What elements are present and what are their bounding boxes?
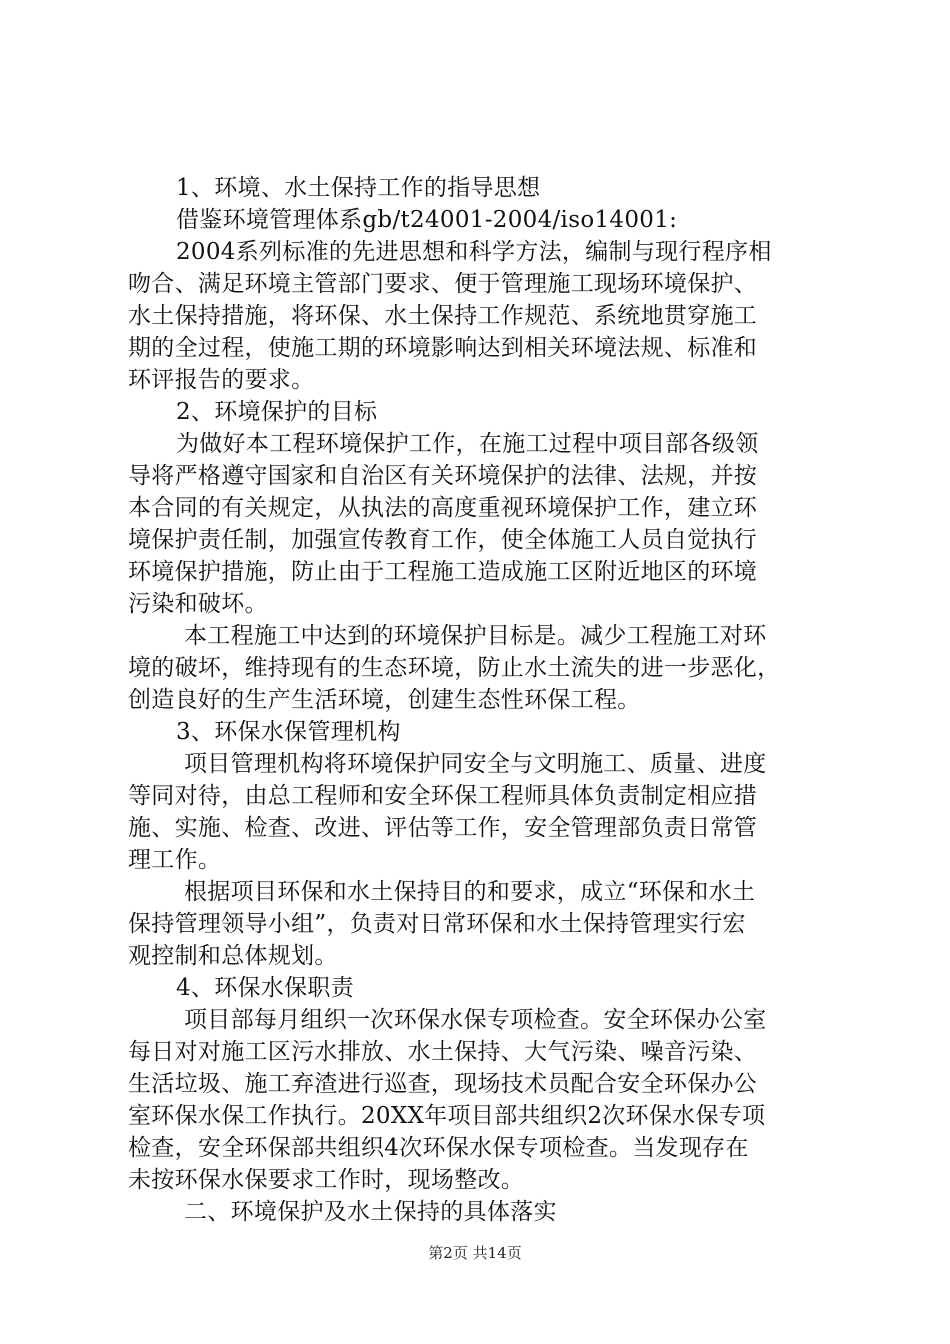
paragraph-line: 根据项目环保和水土保持目的和要求，成立“环保和水土 xyxy=(184,879,756,905)
paragraph-line: 环境保护措施，防止由于工程施工造成施工区附近地区的环境 xyxy=(128,559,758,585)
paragraph-line: 检查，安全环保部共组织4次环保水保专项检查。当发现存在 xyxy=(128,1135,749,1161)
paragraph-line: 污染和破坏。 xyxy=(128,591,268,617)
paragraph-line: 生活垃圾、施工弃渣进行巡查，现场技术员配合安全环保办公 xyxy=(128,1071,758,1097)
heading-protection-goal: 2、环境保护的目标 xyxy=(176,399,378,425)
paragraph-line: 未按环保水保要求工作时，现场整改。 xyxy=(128,1167,525,1193)
paragraph-line: 为做好本工程环境保护工作，在施工过程中项目部各级领 xyxy=(176,431,759,457)
paragraph-line: 环评报告的要求。 xyxy=(128,367,315,393)
paragraph-line: 2004系列标准的先进思想和科学方法，编制与现行程序相 xyxy=(176,239,772,265)
paragraph-line: 水土保持措施，将环保、水土保持工作规范、系统地贯穿施工 xyxy=(128,303,758,329)
paragraph-line: 室环保水保工作执行。20XX年项目部共组织2次环保水保专项 xyxy=(128,1103,766,1129)
heading-responsibilities: 4、环保水保职责 xyxy=(176,975,355,1001)
paragraph-line: 观控制和总体规划。 xyxy=(128,943,338,969)
paragraph-line: 施、实施、检查、改进、评估等工作，安全管理部负责日常管 xyxy=(128,815,758,841)
paragraph-line: 境保护责任制，加强宣传教育工作，使全体施工人员自觉执行 xyxy=(128,527,758,553)
paragraph-line: 借鉴环境管理体系gb/t24001-2004/iso14001: xyxy=(176,207,678,233)
heading-management-body: 3、环保水保管理机构 xyxy=(176,719,401,745)
paragraph-line: 本工程施工中达到的环境保护目标是。减少工程施工对环 xyxy=(184,623,767,649)
paragraph-line: 每日对对施工区污水排放、水土保持、大气污染、噪音污染、 xyxy=(128,1039,758,1065)
paragraph-line: 项目部每月组织一次环保水保专项检查。安全环保办公室 xyxy=(184,1007,767,1033)
paragraph-line: 创造良好的生产生活环境，创建生态性环保工程。 xyxy=(128,687,641,713)
paragraph-line: 境的破坏，维持现有的生态环境，防止水土流失的进一步恶化， xyxy=(128,655,781,681)
paragraph-line: 吻合、满足环境主管部门要求、便于管理施工现场环境保护、 xyxy=(128,271,758,297)
page-number-label: 第2页 共14页 xyxy=(428,1244,522,1262)
heading-implementation: 二、环境保护及水土保持的具体落实 xyxy=(184,1199,557,1225)
paragraph-line: 理工作。 xyxy=(128,847,222,873)
paragraph-line: 项目管理机构将环境保护同安全与文明施工、质量、进度 xyxy=(184,751,767,777)
paragraph-line: 期的全过程，使施工期的环境影响达到相关环境法规、标准和 xyxy=(128,335,758,361)
paragraph-line: 本合同的有关规定，从执法的高度重视环境保护工作，建立环 xyxy=(128,495,758,521)
heading-guiding-idea: 1、环境、水土保持工作的指导思想 xyxy=(176,175,541,201)
paragraph-line: 保持管理领导小组”，负责对日常环保和水土保持管理实行宏 xyxy=(128,911,746,937)
page-footer xyxy=(0,1243,950,1263)
paragraph-line: 导将严格遵守国家和自治区有关环境保护的法律、法规，并按 xyxy=(128,463,758,489)
paragraph-line: 等同对待，由总工程师和安全环保工程师具体负责制定相应措 xyxy=(128,783,758,809)
document-body xyxy=(128,172,828,1228)
